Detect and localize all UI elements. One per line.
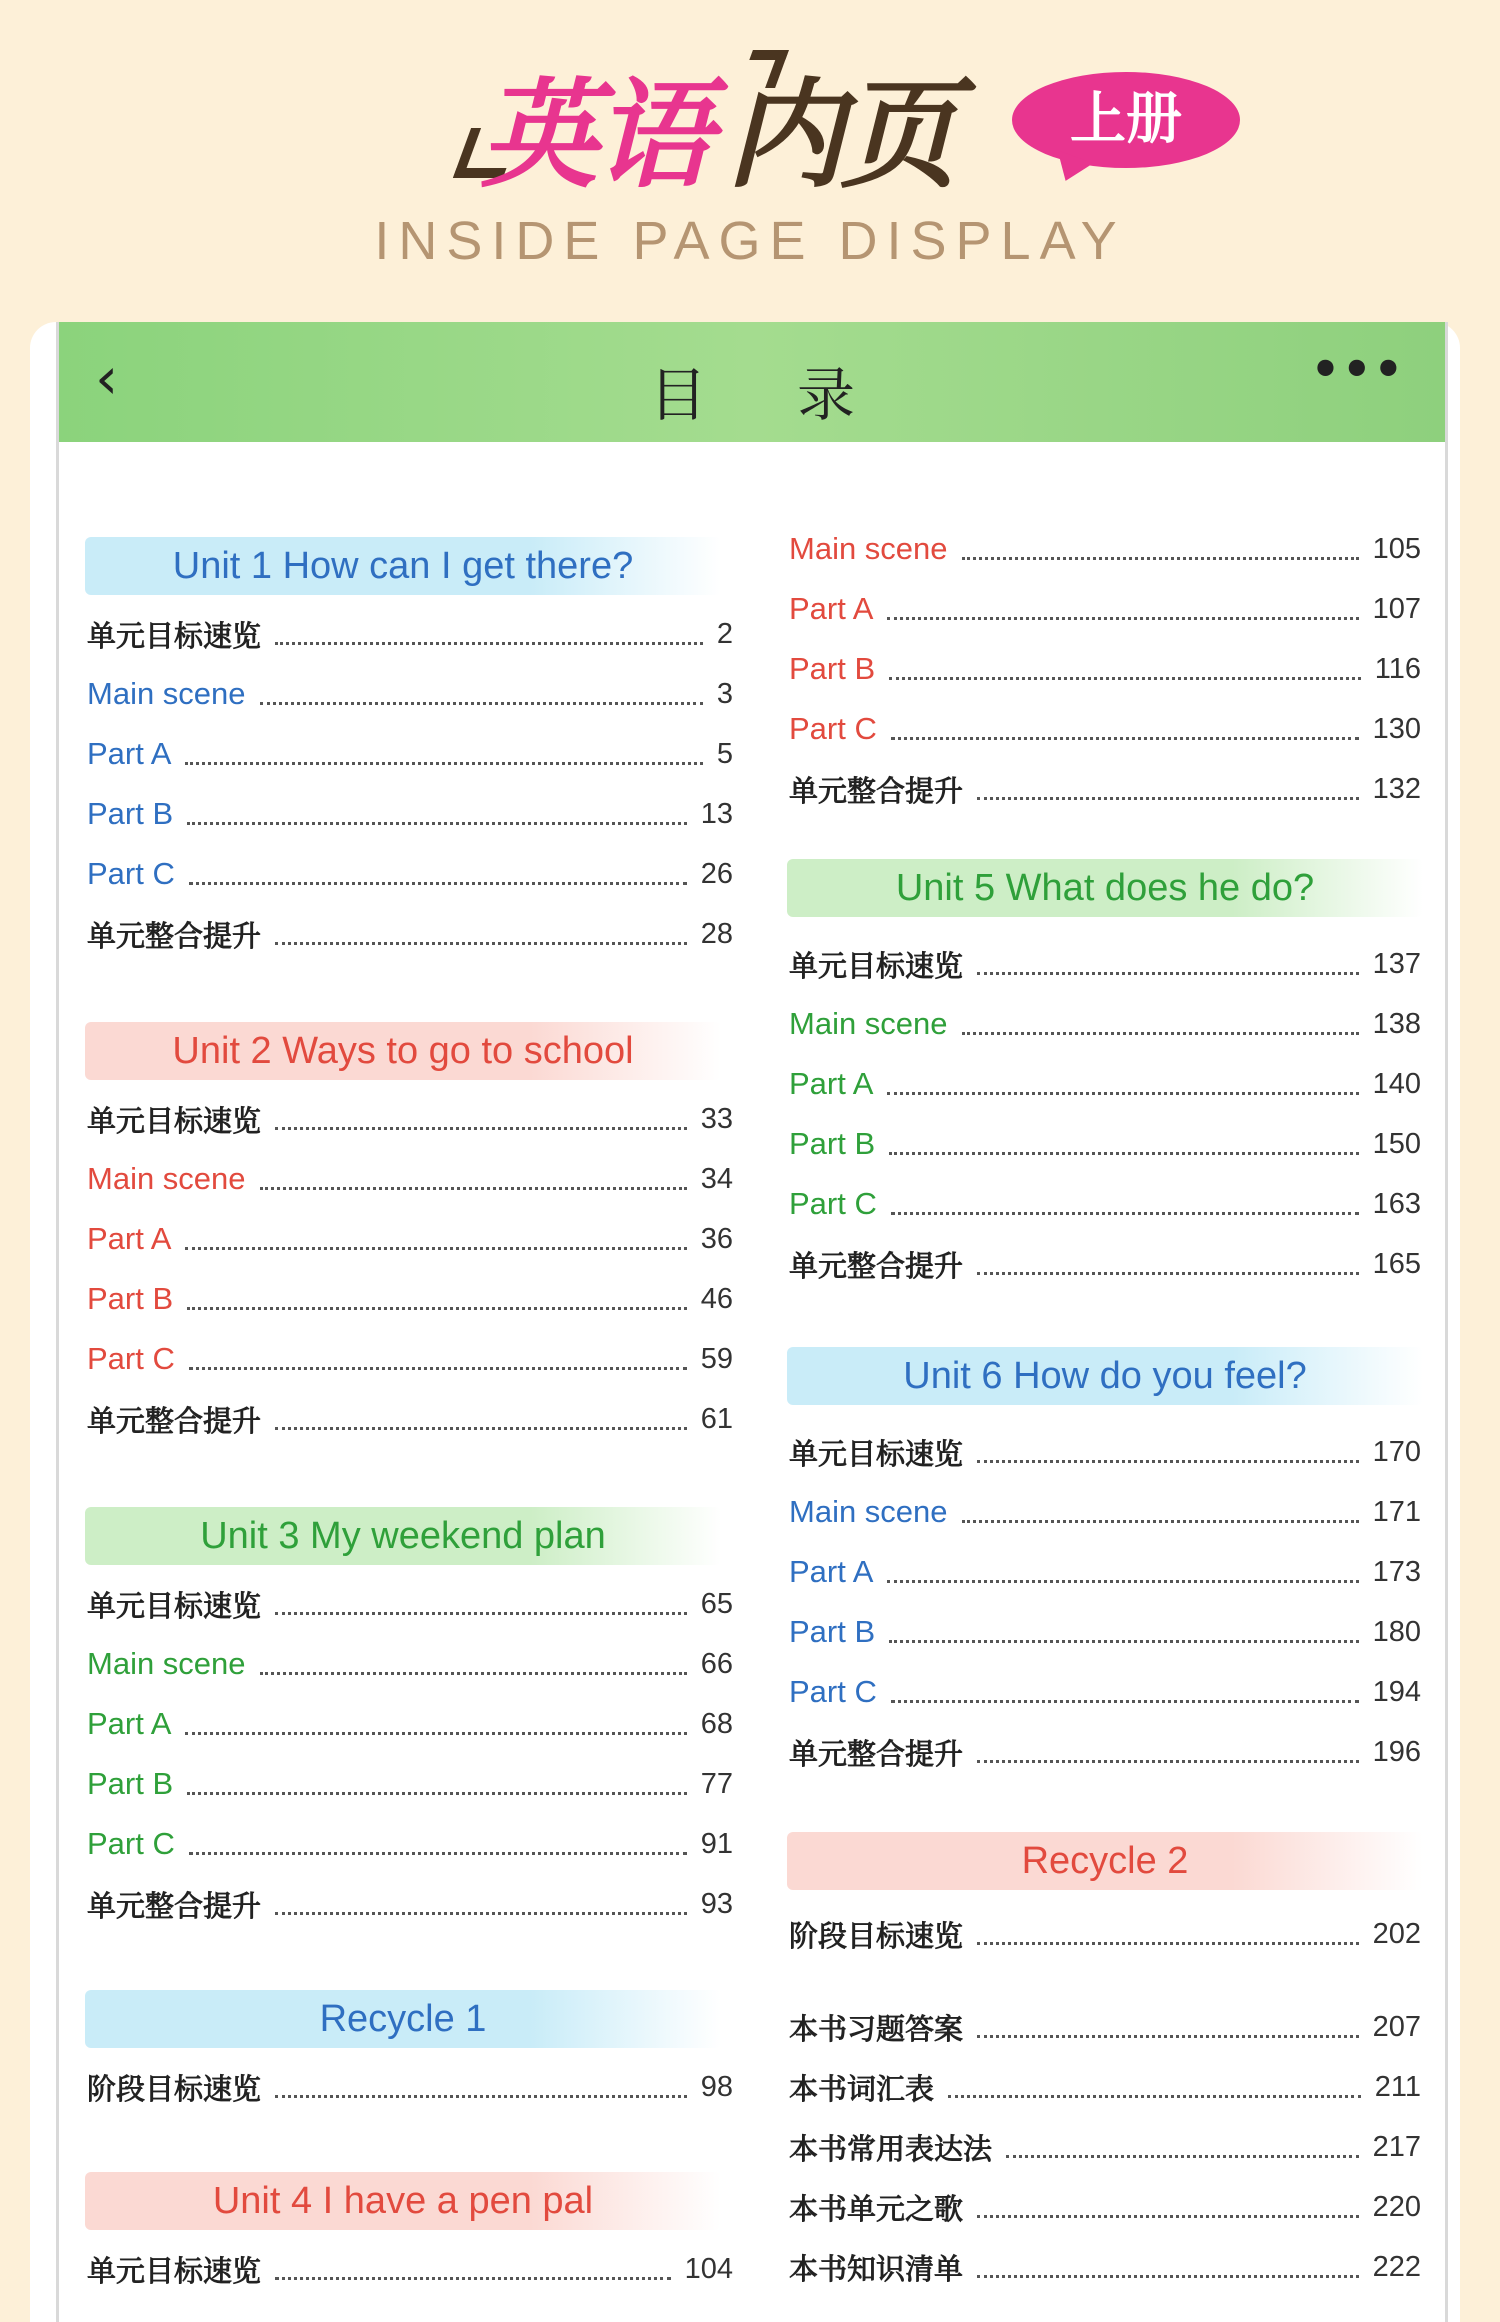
dot-leader bbox=[185, 744, 702, 765]
dot-leader bbox=[977, 954, 1359, 975]
toc-row[interactable] bbox=[789, 1550, 1421, 1594]
toc-row[interactable] bbox=[87, 2065, 733, 2109]
section-header[interactable]: Recycle 2 bbox=[787, 1832, 1423, 1890]
dot-leader bbox=[891, 1682, 1359, 1703]
toc-row-page: 194 bbox=[1372, 1675, 1421, 1708]
dot-leader bbox=[275, 2259, 671, 2280]
dot-leader bbox=[887, 1562, 1358, 1583]
toc-row-label: 单元目标速览 bbox=[789, 1436, 964, 1471]
toc-row-page: 28 bbox=[700, 917, 733, 950]
toc-row-label: Main scene bbox=[87, 676, 246, 711]
toc-row-label: 单元整合提升 bbox=[87, 1403, 262, 1438]
toc-row-page: 196 bbox=[1372, 1735, 1421, 1768]
toc-row[interactable] bbox=[87, 2247, 733, 2291]
dot-leader bbox=[977, 1742, 1359, 1763]
toc-row[interactable] bbox=[87, 732, 733, 776]
toc-row-label: 单元整合提升 bbox=[87, 1888, 262, 1923]
toc-row-label: 单元目标速览 bbox=[87, 1103, 262, 1138]
toc-row-page: 26 bbox=[700, 857, 733, 890]
toc-row[interactable] bbox=[87, 1097, 733, 1141]
dot-leader bbox=[275, 1594, 687, 1615]
toc-row[interactable] bbox=[87, 852, 733, 896]
section-header[interactable]: Unit 2 Ways to go to school bbox=[85, 1022, 721, 1080]
toc-row-page: 171 bbox=[1372, 1495, 1421, 1528]
toc-row-page: 13 bbox=[700, 797, 733, 830]
toc-row-label: 本书知识清单 bbox=[789, 2251, 964, 2286]
toc-row-label: Part C bbox=[87, 1341, 175, 1376]
toc-row-page: 207 bbox=[1372, 2010, 1421, 2043]
toc-row-page: 222 bbox=[1372, 2250, 1421, 2283]
page-title: 目录 bbox=[648, 361, 945, 429]
toc-row-label: 阶段目标速览 bbox=[87, 2071, 262, 2106]
section-header[interactable]: Unit 3 My weekend plan bbox=[85, 1507, 721, 1565]
toc-row-page: 33 bbox=[700, 1102, 733, 1135]
toc-row[interactable] bbox=[789, 1242, 1421, 1286]
dot-leader bbox=[977, 1924, 1359, 1945]
toc-row[interactable] bbox=[789, 1062, 1421, 1106]
toc-row[interactable] bbox=[789, 2245, 1421, 2289]
toc-row[interactable] bbox=[87, 1217, 733, 1261]
toc-row-page: 46 bbox=[700, 1282, 733, 1315]
dot-leader bbox=[187, 804, 687, 825]
toc-row-label: 本书词汇表 bbox=[789, 2071, 935, 2106]
toc-row-label: 本书单元之歌 bbox=[789, 2191, 964, 2226]
section-header[interactable]: Unit 6 How do you feel? bbox=[787, 1347, 1423, 1405]
toc-row[interactable] bbox=[789, 1122, 1421, 1166]
toc-row[interactable] bbox=[789, 1490, 1421, 1534]
toc-row-label: 本书常用表达法 bbox=[789, 2131, 993, 2166]
toc-row[interactable] bbox=[87, 1642, 733, 1686]
hero-title-inner-page: 内页 bbox=[726, 66, 955, 204]
dot-leader bbox=[948, 2077, 1361, 2098]
toc-row-label: 单元目标速览 bbox=[87, 1588, 262, 1623]
toc-row-page: 150 bbox=[1372, 1127, 1421, 1160]
toc-row-page: 65 bbox=[700, 1587, 733, 1620]
toc-row-label: Main scene bbox=[87, 1161, 246, 1196]
dot-leader bbox=[189, 1834, 687, 1855]
dot-leader bbox=[887, 1074, 1358, 1095]
toc-row-label: Part A bbox=[789, 1554, 874, 1589]
toc-row-label: Main scene bbox=[789, 1494, 948, 1529]
section-header[interactable]: Unit 4 I have a pen pal bbox=[85, 2172, 721, 2230]
dot-leader bbox=[275, 2077, 687, 2098]
toc-row[interactable] bbox=[789, 1182, 1421, 1226]
toc-row[interactable] bbox=[789, 2065, 1421, 2109]
dot-leader bbox=[889, 1134, 1358, 1155]
dot-leader bbox=[260, 684, 703, 705]
toc-row-page: 202 bbox=[1372, 1917, 1421, 1950]
dot-leader bbox=[889, 1622, 1358, 1643]
toc-row-page: 170 bbox=[1372, 1435, 1421, 1468]
toc-row[interactable] bbox=[789, 587, 1421, 631]
toc-row-label: Part C bbox=[789, 1674, 877, 1709]
dot-leader bbox=[977, 2197, 1359, 2218]
toc-row[interactable] bbox=[789, 1002, 1421, 1046]
toc-row-page: 180 bbox=[1372, 1615, 1421, 1648]
toc-row[interactable] bbox=[87, 1702, 733, 1746]
toc-row-page: 2 bbox=[716, 617, 733, 650]
dot-leader bbox=[185, 1229, 686, 1250]
dot-leader bbox=[275, 1894, 687, 1915]
toc-row-label: Part C bbox=[789, 1186, 877, 1221]
toc-row-page: 211 bbox=[1374, 2070, 1421, 2103]
toc-row-label: 单元整合提升 bbox=[789, 1736, 964, 1771]
dot-leader bbox=[275, 624, 703, 645]
toc-row-label: Part A bbox=[789, 1066, 874, 1101]
dot-leader bbox=[1006, 2137, 1359, 2158]
toc-row-page: 91 bbox=[700, 1827, 733, 1860]
toc-row[interactable] bbox=[87, 1582, 733, 1626]
dot-leader bbox=[977, 779, 1359, 800]
more-options-icon[interactable]: ••• bbox=[1310, 342, 1405, 396]
dot-leader bbox=[977, 1254, 1359, 1275]
dot-leader bbox=[891, 1194, 1359, 1215]
toc-row-label: Main scene bbox=[87, 1646, 246, 1681]
toc-row[interactable] bbox=[87, 612, 733, 656]
toc-row-page: 132 bbox=[1372, 772, 1421, 805]
dot-leader bbox=[962, 1502, 1359, 1523]
section-header[interactable]: Recycle 1 bbox=[85, 1990, 721, 2048]
hero-title-english: 英语 bbox=[480, 66, 709, 204]
toc-row[interactable] bbox=[87, 1762, 733, 1806]
toc-row[interactable] bbox=[789, 647, 1421, 691]
toc-row-page: 77 bbox=[700, 1767, 733, 1800]
toc-row-page: 140 bbox=[1372, 1067, 1421, 1100]
dot-leader bbox=[187, 1774, 687, 1795]
toc-row[interactable] bbox=[789, 527, 1421, 571]
dot-leader bbox=[275, 1409, 687, 1430]
toc-row-label: Part B bbox=[789, 1614, 876, 1649]
toc-row-page: 104 bbox=[684, 2252, 733, 2285]
dot-leader bbox=[185, 1714, 686, 1735]
dot-leader bbox=[891, 719, 1359, 740]
toc-row-label: 本书习题答案 bbox=[789, 2011, 964, 2046]
dot-leader bbox=[260, 1169, 687, 1190]
toc-row-page: 59 bbox=[700, 1342, 733, 1375]
dot-leader bbox=[962, 1014, 1359, 1035]
section-header[interactable]: Unit 1 How can I get there? bbox=[85, 537, 721, 595]
toc-row-label: 单元目标速览 bbox=[87, 2253, 262, 2288]
toc-row-label: Part A bbox=[789, 591, 874, 626]
toc-row[interactable] bbox=[789, 1730, 1421, 1774]
toc-row-page: 107 bbox=[1372, 592, 1421, 625]
toc-row-label: Part C bbox=[789, 711, 877, 746]
hero-subtitle: INSIDE PAGE DISPLAY bbox=[374, 211, 1126, 271]
toc-row[interactable] bbox=[87, 1822, 733, 1866]
dot-leader bbox=[189, 1349, 687, 1370]
toc-row-label: Main scene bbox=[789, 531, 948, 566]
section-header[interactable]: Unit 5 What does he do? bbox=[787, 859, 1423, 917]
phone-screen bbox=[56, 322, 1448, 2322]
toc-row-page: 116 bbox=[1374, 652, 1421, 685]
toc-row-page: 130 bbox=[1372, 712, 1421, 745]
toc-row[interactable] bbox=[789, 707, 1421, 751]
toc-row-label: Part A bbox=[87, 1221, 172, 1256]
toc-row[interactable] bbox=[789, 1610, 1421, 1654]
dot-leader bbox=[260, 1654, 687, 1675]
toc-row-label: 单元整合提升 bbox=[87, 918, 262, 953]
toc-row[interactable] bbox=[789, 942, 1421, 986]
toc-row-label: Part B bbox=[87, 1766, 174, 1801]
toc-row-label: Part B bbox=[789, 651, 876, 686]
toc-row-label: Main scene bbox=[789, 1006, 948, 1041]
toc-row-page: 98 bbox=[700, 2070, 733, 2103]
toc-row-page: 5 bbox=[716, 737, 733, 770]
dot-leader bbox=[187, 1289, 687, 1310]
dot-leader bbox=[889, 659, 1361, 680]
toc-row[interactable] bbox=[789, 1912, 1421, 1956]
toc-row[interactable] bbox=[87, 912, 733, 956]
hero-title bbox=[480, 40, 954, 210]
toc-row-label: Part C bbox=[87, 856, 175, 891]
toc-row[interactable] bbox=[789, 2005, 1421, 2049]
toc-row[interactable] bbox=[789, 767, 1421, 811]
dot-leader bbox=[189, 864, 687, 885]
toc-row-page: 61 bbox=[700, 1402, 733, 1435]
toc-row-page: 66 bbox=[700, 1647, 733, 1680]
dot-leader bbox=[887, 599, 1358, 620]
dot-leader bbox=[275, 924, 687, 945]
toc-row[interactable] bbox=[87, 1397, 733, 1441]
toc-row[interactable] bbox=[789, 2125, 1421, 2169]
toc-row-label: Part B bbox=[87, 796, 174, 831]
dot-leader bbox=[962, 539, 1359, 560]
toc-row-page: 34 bbox=[700, 1162, 733, 1195]
toc-row-page: 137 bbox=[1372, 947, 1421, 980]
toc-row-page: 217 bbox=[1372, 2130, 1421, 2163]
app-top-bar bbox=[59, 322, 1445, 442]
dot-leader bbox=[977, 1442, 1359, 1463]
toc-row[interactable] bbox=[87, 1882, 733, 1926]
hero-banner bbox=[0, 0, 1500, 300]
toc-row-label: Part A bbox=[87, 736, 172, 771]
toc-row-page: 173 bbox=[1372, 1555, 1421, 1588]
toc-row-page: 93 bbox=[700, 1887, 733, 1920]
toc-row[interactable] bbox=[87, 1157, 733, 1201]
toc-row[interactable] bbox=[789, 1430, 1421, 1474]
toc-row-page: 68 bbox=[700, 1707, 733, 1740]
toc-row-page: 105 bbox=[1372, 532, 1421, 565]
toc-row-page: 163 bbox=[1372, 1187, 1421, 1220]
toc-row[interactable] bbox=[789, 2185, 1421, 2229]
toc-row-label: 单元目标速览 bbox=[789, 948, 964, 983]
toc-row[interactable] bbox=[87, 1277, 733, 1321]
toc-row-label: 单元整合提升 bbox=[789, 1248, 964, 1283]
toc-row[interactable] bbox=[87, 1337, 733, 1381]
toc-row[interactable] bbox=[87, 792, 733, 836]
toc-row[interactable] bbox=[789, 1670, 1421, 1714]
toc-row-label: Part C bbox=[87, 1826, 175, 1861]
toc-row-label: Part B bbox=[789, 1126, 876, 1161]
toc-row-page: 36 bbox=[700, 1222, 733, 1255]
volume-badge: 上册 bbox=[1012, 72, 1240, 168]
dot-leader bbox=[275, 1109, 687, 1130]
toc-row-label: 单元目标速览 bbox=[87, 618, 262, 653]
toc-row-page: 165 bbox=[1372, 1247, 1421, 1280]
dot-leader bbox=[977, 2257, 1359, 2278]
toc-row-label: 单元整合提升 bbox=[789, 773, 964, 808]
toc-row-label: 阶段目标速览 bbox=[789, 1918, 964, 1953]
toc-row-label: Part A bbox=[87, 1706, 172, 1741]
toc-row[interactable] bbox=[87, 672, 733, 716]
dot-leader bbox=[977, 2017, 1359, 2038]
toc-row-page: 220 bbox=[1372, 2190, 1421, 2223]
back-chevron-icon[interactable]: ‹ bbox=[95, 344, 119, 412]
toc-row-page: 138 bbox=[1372, 1007, 1421, 1040]
toc-row-label: Part B bbox=[87, 1281, 174, 1316]
toc-row-page: 3 bbox=[716, 677, 733, 710]
